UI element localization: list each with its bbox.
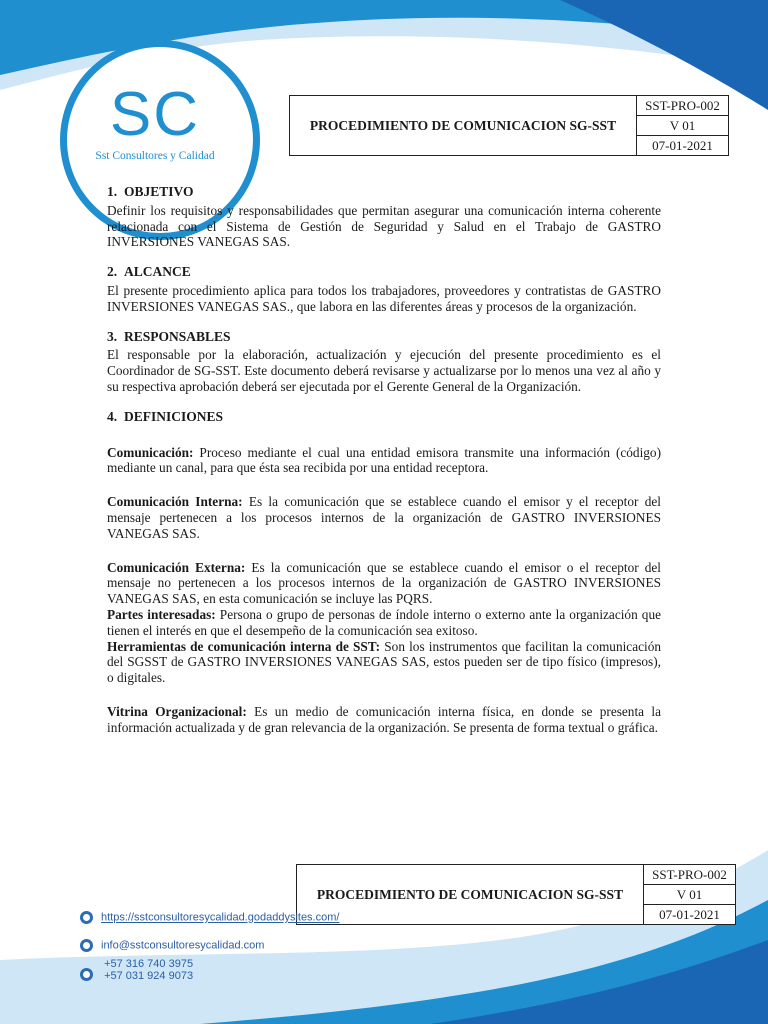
phone-number-1: +57 316 740 3975 [104, 958, 194, 970]
location-icon [80, 911, 93, 924]
contact-email[interactable]: info@sstconsultoresycalidad.com [80, 939, 264, 952]
phone-number-2: +57 031 924 9073 [104, 970, 194, 982]
contact-website[interactable]: https://sstconsultoresycalidad.godaddysites.com/ [80, 911, 339, 924]
document-footer-table [296, 864, 736, 925]
company-logo [80, 82, 230, 162]
document-title: PROCEDIMIENTO DE COMUNICACION SG-SST [290, 96, 637, 156]
section-text-responsables: El responsable por la elaboración, actualización y ejecución del presente procedimiento es el Coordinador de SG-SST. Este documento deberá revisarse y actualizarse por lo menos una vez al año y su respectiva aprobación deberá ser ejecutada por el Gerente General de la Organización. [107, 347, 661, 394]
section-heading-responsables: 3. RESPONSABLES [107, 328, 231, 344]
contact-phones [80, 958, 193, 982]
footer-version: V 01 [644, 885, 736, 905]
section-heading-alcance: 2. ALCANCE [107, 264, 191, 280]
document-date: 07-01-2021 [637, 136, 729, 156]
definition-item: Comunicación: Proceso mediante el cual una entidad emisora transmite una información (código) mediante un canal, para que ésta sea recibida por una entidad receptora. [107, 444, 661, 476]
definition-item: Comunicación Interna: Es la comunicación que se establece cuando el emisor y el receptor del mensaje pertenecen a los procesos internos de la organización de GASTRO INVERSIONES VANEGAS SAS. [107, 494, 661, 541]
footer-date: 07-01-2021 [644, 905, 736, 925]
footer-code: SST-PRO-002 [644, 865, 736, 885]
phone-icon [80, 968, 93, 981]
section-text-objetivo: Definir los requisitos y responsabilidades que permitan asegurar una comunicación interna coherente relacionada con el Sistema de Gestión de Seguridad y Salud en el Trabajo de GASTRO INVERSIONES VANEGAS SAS. [107, 202, 661, 250]
definition-item: Comunicación Externa: Es la comunicación que se establece cuando el emisor o el receptor del mensaje no pertenecen a los procesos internos de la organización de GASTRO INVERSIONES VANEGAS SAS, en esta comunicación se incluye las PQRS. [107, 559, 662, 607]
section-text-alcance: El presente procedimiento aplica para todos los trabajadores, proveedores y contratistas de GASTRO INVERSIONES VANEGAS SAS., que labora en las diferentes áreas y procesos de la organización. [107, 282, 661, 314]
definition-item: Vitrina Organizacional: Es un medio de comunicación interna física, en donde se presenta la información actualizada y de gran relevancia de la organización. Se presenta de forma textual o gráfica. [107, 703, 661, 735]
document-code: SST-PRO-002 [637, 96, 729, 116]
section-heading-definiciones: 4. DEFINICIONES [107, 408, 224, 424]
logo-mark: SC [109, 80, 201, 149]
document-version: V 01 [637, 116, 729, 136]
section-heading-objetivo: 1. OBJETIVO [107, 184, 194, 199]
definition-item: Partes interesadas: Persona o grupo de personas de índole interno o externo ante la organización que tienen el interés en que el desempeño de la comunicación sea exitoso. [107, 606, 661, 638]
document-body [107, 184, 661, 736]
logo-subtitle: Sst Consultores y Calidad [95, 150, 215, 162]
footer-title: PROCEDIMIENTO DE COMUNICACION SG-SST [297, 865, 644, 925]
globe-icon [80, 939, 93, 952]
definition-item: Herramientas de comunicación interna de SST: Son los instrumentos que facilitan la comunicación del SGSST de GASTRO INVERSIONES VANEGAS SAS, estos pueden ser de tipo físico (impresos), o digitales. [107, 638, 661, 686]
document-header-table [289, 95, 729, 156]
